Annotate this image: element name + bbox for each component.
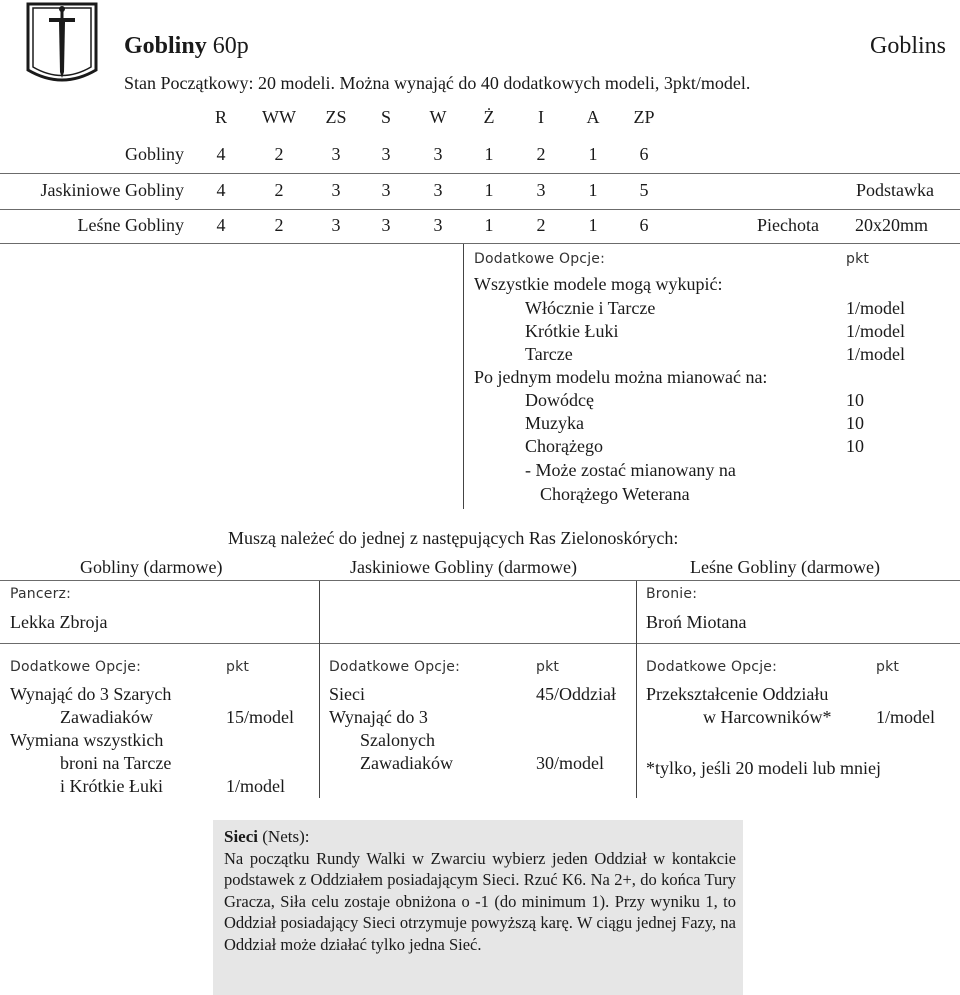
stat-header: A [586,107,600,127]
col1-pkt: pkt [226,659,250,675]
stat-value: 2 [274,180,284,200]
stat-value: 4 [216,144,226,164]
stat-value: 1 [588,215,598,235]
stat-value: 3 [536,180,546,200]
stat-value: 1 [484,144,494,164]
col3-options-heading: Dodatkowe Opcje: [646,659,778,675]
stat-value: 2 [274,144,284,164]
stat-value: 3 [331,180,341,200]
stat-value: 3 [331,144,341,164]
subtitle-english: Goblins [869,33,946,59]
race-title-jaskiniowe: Jaskiniowe Gobliny (darmowe) [350,557,577,577]
command-name: Chorążego [525,436,603,456]
col2-cost: 45/Oddział [536,684,616,704]
col2-pkt: pkt [536,659,560,675]
stat-value: 3 [381,180,391,200]
stat-header: S [380,107,391,127]
veteran-note: - Może zostać mianowany na [525,460,736,480]
nets-title-rest: (Nets): [262,827,310,846]
options-pkt: pkt [846,251,870,267]
stat-value: 1 [484,180,494,200]
nets-rules-text [224,826,736,955]
equip-cost: 1/model [846,321,905,341]
options-divider [463,244,464,509]
base-label: Podstawka [856,180,934,200]
stat-value: 3 [433,180,443,200]
promote-heading: Po jednym modelu można mianować na: [474,367,768,387]
command-name: Dowódcę [525,390,594,410]
row-label: Gobliny [124,144,184,164]
stat-value: 2 [536,144,546,164]
col1-cost: 15/model [226,707,294,727]
base-size: 20x20mm [854,215,928,235]
equip-name: Włócznie i Tarcze [525,298,656,318]
command-name: Muzyka [525,413,584,433]
logo [20,0,104,86]
col2-option: Szalonych [360,730,435,750]
nets-title-bold: Sieci [224,827,258,846]
col2-option: Sieci [329,684,365,704]
col2-option: Wynająć do 3 [329,707,428,727]
command-cost: 10 [846,390,864,410]
stat-header: W [429,107,447,127]
title-name: Gobliny [124,33,207,59]
page-title [124,33,249,60]
title-points: 60p [212,33,249,59]
stat-header: ZP [633,107,655,127]
stat-value: 3 [433,144,443,164]
weapons-value: Broń Miotana [646,612,747,632]
sword-icon [20,0,104,86]
stat-value: 1 [484,215,494,235]
stat-value: 6 [639,144,649,164]
weapons-label: Bronie: [646,586,698,602]
nets-title [224,826,736,848]
armour-value: Lekka Zbroja [10,612,108,632]
section-divider [0,643,960,644]
col1-cost: 1/model [226,776,285,796]
section-divider [0,243,960,244]
col2-cost: 30/model [536,753,604,773]
section-divider [0,580,960,581]
col2-option: Zawadiaków [360,753,453,773]
col1-options-heading: Dodatkowe Opcje: [10,659,142,675]
stat-value: 1 [588,180,598,200]
race-title-lesne: Leśne Gobliny (darmowe) [690,557,880,577]
col1-option: Zawadiaków [60,707,153,727]
col1-option: Wynająć do 3 Szarych [10,684,172,704]
col3-footnote: *tylko, jeśli 20 modeli lub mniej [646,758,881,778]
stat-header: ZS [325,107,347,127]
stat-value: 2 [274,215,284,235]
stat-header: Ż [483,107,495,127]
stat-header: I [538,107,544,127]
column-divider [636,581,637,798]
all-may-buy: Wszystkie modele mogą wykupić: [474,274,723,294]
row-label: Jaskiniowe Gobliny [40,180,184,200]
col3-option: Przekształcenie Oddziału [646,684,829,704]
equip-cost: 1/model [846,298,905,318]
nets-body: Na początku Rundy Walki w Zwarciu wybierz jeden Oddział w kontakcie podstawek z Oddziałem posiadającym Sieci. Rzuć K6. Na 2+, do końca Tury Gracza, Siła celu zostaje obniżona o -1 (do minimum 1). Przy wyniku 1, to Oddział posiadający Sieci otrzymuje powyższą karę. W ciągu jednej Fazy, na Oddział może działać tylko jedna Sieć. [224,848,736,954]
equip-name: Krótkie Łuki [525,321,619,341]
column-divider [319,581,320,798]
race-title-gobliny: Gobliny (darmowe) [80,557,223,577]
command-cost: 10 [846,413,864,433]
starting-size: Stan Początkowy: 20 modeli. Można wynająć do 40 dodatkowych modeli, 3pkt/model. [124,73,751,93]
row-label: Leśne Gobliny [77,215,184,235]
stat-value: 3 [331,215,341,235]
equip-name: Tarcze [525,344,573,364]
row-divider [0,209,960,210]
command-cost: 10 [846,436,864,456]
equip-cost: 1/model [846,344,905,364]
col3-pkt: pkt [876,659,900,675]
col1-option: Wymiana wszystkich [10,730,164,750]
row-divider [0,173,960,174]
col2-options-heading: Dodatkowe Opcje: [329,659,461,675]
unit-type: Piechota [757,215,819,235]
col1-option: broni na Tarcze [60,753,172,773]
armour-label: Pancerz: [10,586,71,602]
col1-option: i Krótkie Łuki [60,776,163,796]
stat-value: 5 [639,180,649,200]
stat-value: 6 [639,215,649,235]
stat-value: 4 [216,180,226,200]
races-heading: Muszą należeć do jednej z następujących Ras Zielonoskórych: [228,528,679,548]
stat-value: 4 [216,215,226,235]
veteran-note: Chorążego Weterana [540,484,690,504]
stat-header: WW [262,107,296,127]
stat-value: 3 [381,144,391,164]
stat-value: 3 [381,215,391,235]
stat-value: 2 [536,215,546,235]
stat-value: 3 [433,215,443,235]
col3-option: w Harcowników* [703,707,832,727]
col3-cost: 1/model [876,707,935,727]
options-heading: Dodatkowe Opcje: [474,251,606,267]
stat-header: R [214,107,227,127]
stat-value: 1 [588,144,598,164]
